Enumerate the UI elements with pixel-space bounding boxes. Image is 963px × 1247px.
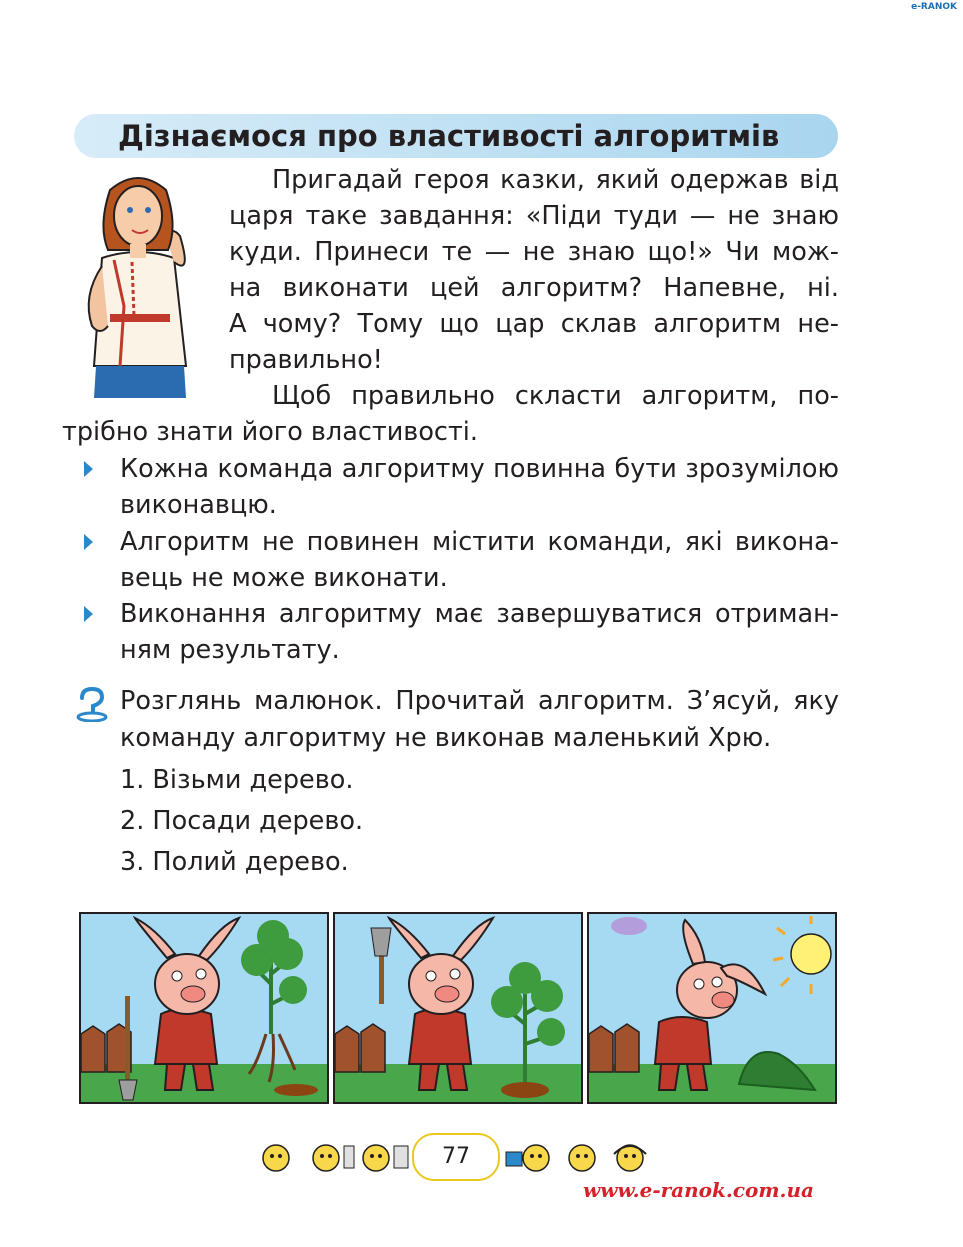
property-3-line-2: ням результату. xyxy=(120,635,340,665)
algorithm-step-2: 2. Посади дерево. xyxy=(120,806,364,836)
intro-para2-line-2: трібно знати його властивості. xyxy=(62,417,478,447)
property-2-line-1: Алгоритм не повинен містити команди, які викона- xyxy=(120,527,839,557)
intro-line-1: Пригадай героя казки, який одержав від xyxy=(272,165,839,195)
website-link[interactable]: www.e-ranok.com.ua xyxy=(583,1178,814,1202)
bullet-marker-icon xyxy=(84,461,93,477)
comic-panel-plant-tree xyxy=(333,912,583,1104)
task-line-2: команду алгоритму не виконав маленький Хрю. xyxy=(120,723,772,753)
intro-line-4: на виконати цей алгоритм? Напевне, ні. xyxy=(229,273,839,303)
intro-line-5: А чому? Тому що цар склав алгоритм не- xyxy=(229,309,839,339)
algorithm-step-3: 3. Полий дерево. xyxy=(120,847,349,877)
comic-panel-take-tree xyxy=(79,912,329,1104)
algorithm-step-1: 1. Візьми дерево. xyxy=(120,765,354,795)
publisher-logo: e-RANOK xyxy=(911,2,957,12)
bullet-marker-icon xyxy=(84,606,93,622)
task-line-1: Розглянь малюнок. Прочитай алгоритм. З’ясуй, яку xyxy=(120,686,839,716)
intro-line-2: царя таке завдання: «Піди туди — не знаю xyxy=(229,201,839,231)
footer-decoration-left xyxy=(258,1136,418,1176)
property-2-line-2: вець не може виконати. xyxy=(120,563,448,593)
comic-panel-tree-wilted xyxy=(587,912,837,1104)
question-icon xyxy=(72,686,112,726)
intro-line-6: правильно! xyxy=(229,345,383,375)
property-3-line-1: Виконання алгоритму має завершуватися отриман- xyxy=(120,599,839,629)
girl-illustration xyxy=(74,166,202,398)
intro-line-3: куди. Принеси те — не знаю що!» Чи мож- xyxy=(229,237,839,267)
property-1-line-1: Кожна команда алгоритму повинна бути зрозумілою xyxy=(120,454,839,484)
property-1-line-2: виконавцю. xyxy=(120,490,277,520)
section-title: Дізнаємося про властивості алгоритмів xyxy=(118,119,780,153)
bullet-marker-icon xyxy=(84,534,93,550)
page-number: 77 xyxy=(412,1133,500,1181)
footer-decoration-right xyxy=(502,1136,662,1176)
intro-para2-line-1: Щоб правильно скласти алгоритм, по- xyxy=(272,381,839,411)
